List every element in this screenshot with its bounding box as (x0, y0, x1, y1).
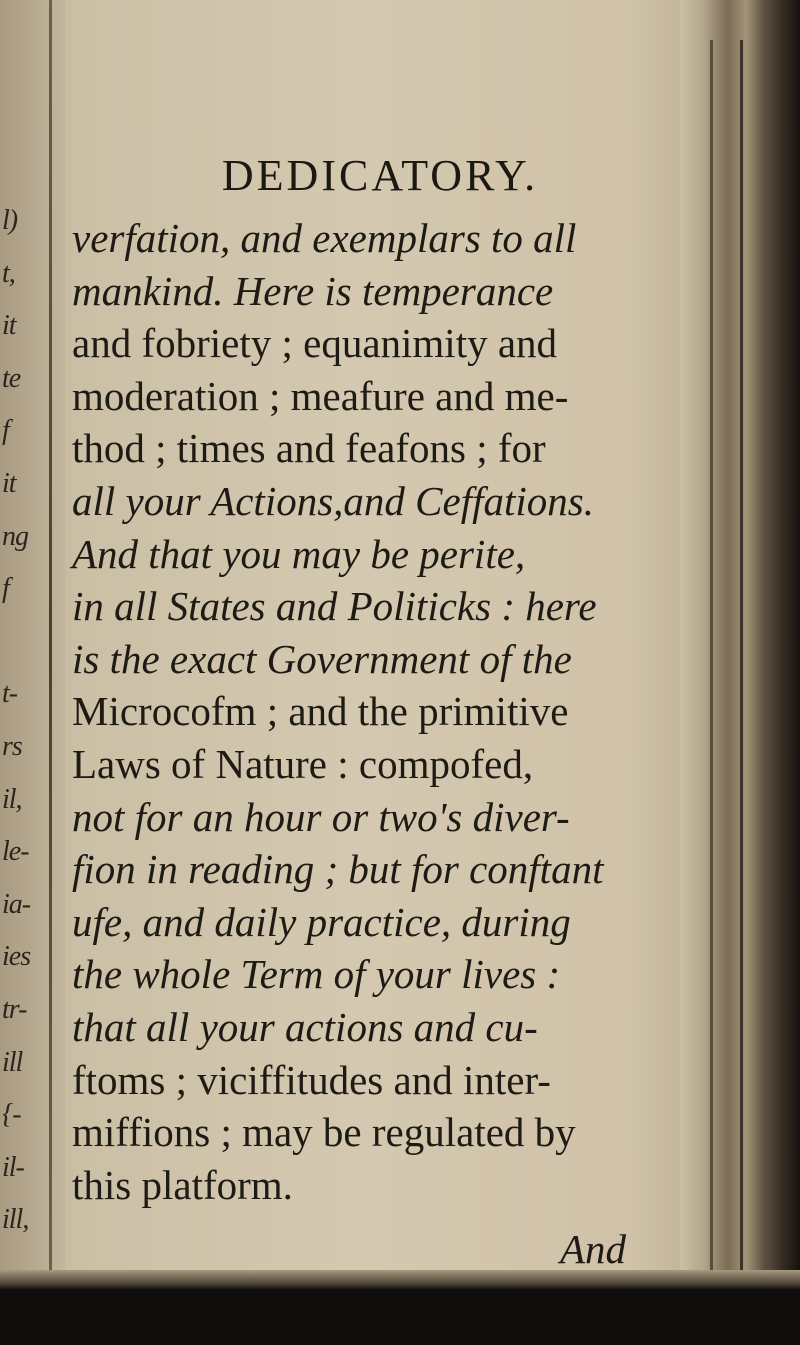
text-line: not for an hour or two's diver- (72, 793, 570, 840)
fragment: l) (2, 205, 18, 236)
text-line: Laws of Nature : compofed, (72, 740, 534, 787)
page-bottom-shadow (0, 1270, 800, 1290)
text-line: mankind. Here is temperance (72, 267, 554, 314)
fragment: ies (2, 941, 31, 973)
fragment: ia- (2, 888, 31, 920)
fragment: it (2, 310, 16, 342)
edge-divider (710, 40, 713, 1270)
fragment: ng (2, 520, 28, 552)
fragment: rs (2, 730, 22, 762)
fragment: tr- (2, 993, 27, 1025)
text-line: fion in reading ; but for conftant (72, 846, 604, 893)
running-head: DEDICATORY. (221, 151, 539, 200)
fragment: le- (2, 836, 29, 868)
text-line: moderation ; meafure and me- (72, 372, 569, 419)
text-line: And that you may be perite, (72, 530, 526, 577)
edge-divider (740, 40, 743, 1270)
fragment: t, (2, 257, 15, 289)
fragment: it (2, 467, 16, 499)
text-line: in all States and Politicks : here (72, 583, 597, 630)
text-line: ftoms ; viciffitudes and inter- (72, 1056, 551, 1103)
text-line: the whole Term of your lives : (72, 951, 561, 998)
text-line: verfation, and exemplars to all (72, 215, 577, 261)
catchword: And (560, 1226, 627, 1272)
text-line: and fobriety ; equanimity and (72, 320, 558, 367)
fragment: f (2, 415, 9, 447)
fragment: {- (2, 1099, 21, 1131)
fragment: il, (2, 783, 22, 815)
fragment (2, 616, 42, 669)
fragment: ill (2, 1046, 23, 1078)
fragment: te (2, 362, 21, 394)
text-line: thod ; times and feafons ; for (72, 425, 546, 472)
text-line: ufe, and daily practice, during (72, 898, 571, 945)
text-line: all your Actions,and Ceffations. (72, 477, 594, 524)
fragment: t- (2, 678, 18, 710)
page-right-edge (680, 0, 800, 1285)
previous-page-fragments (2, 195, 42, 1247)
fragment: f (2, 573, 9, 605)
text-line: this platform. (72, 1161, 293, 1208)
fragment: il- (2, 1151, 24, 1183)
text-line: is the exact Government of the (72, 635, 572, 682)
text-line: that all your actions and cu- (72, 1003, 538, 1050)
gutter-rule (49, 0, 52, 1285)
text-line: miffions ; may be regulated by (72, 1109, 576, 1156)
text-line: Microcofm ; and the primitive (72, 688, 569, 735)
body-text (72, 212, 682, 1211)
fragment: ill, (2, 1204, 29, 1236)
